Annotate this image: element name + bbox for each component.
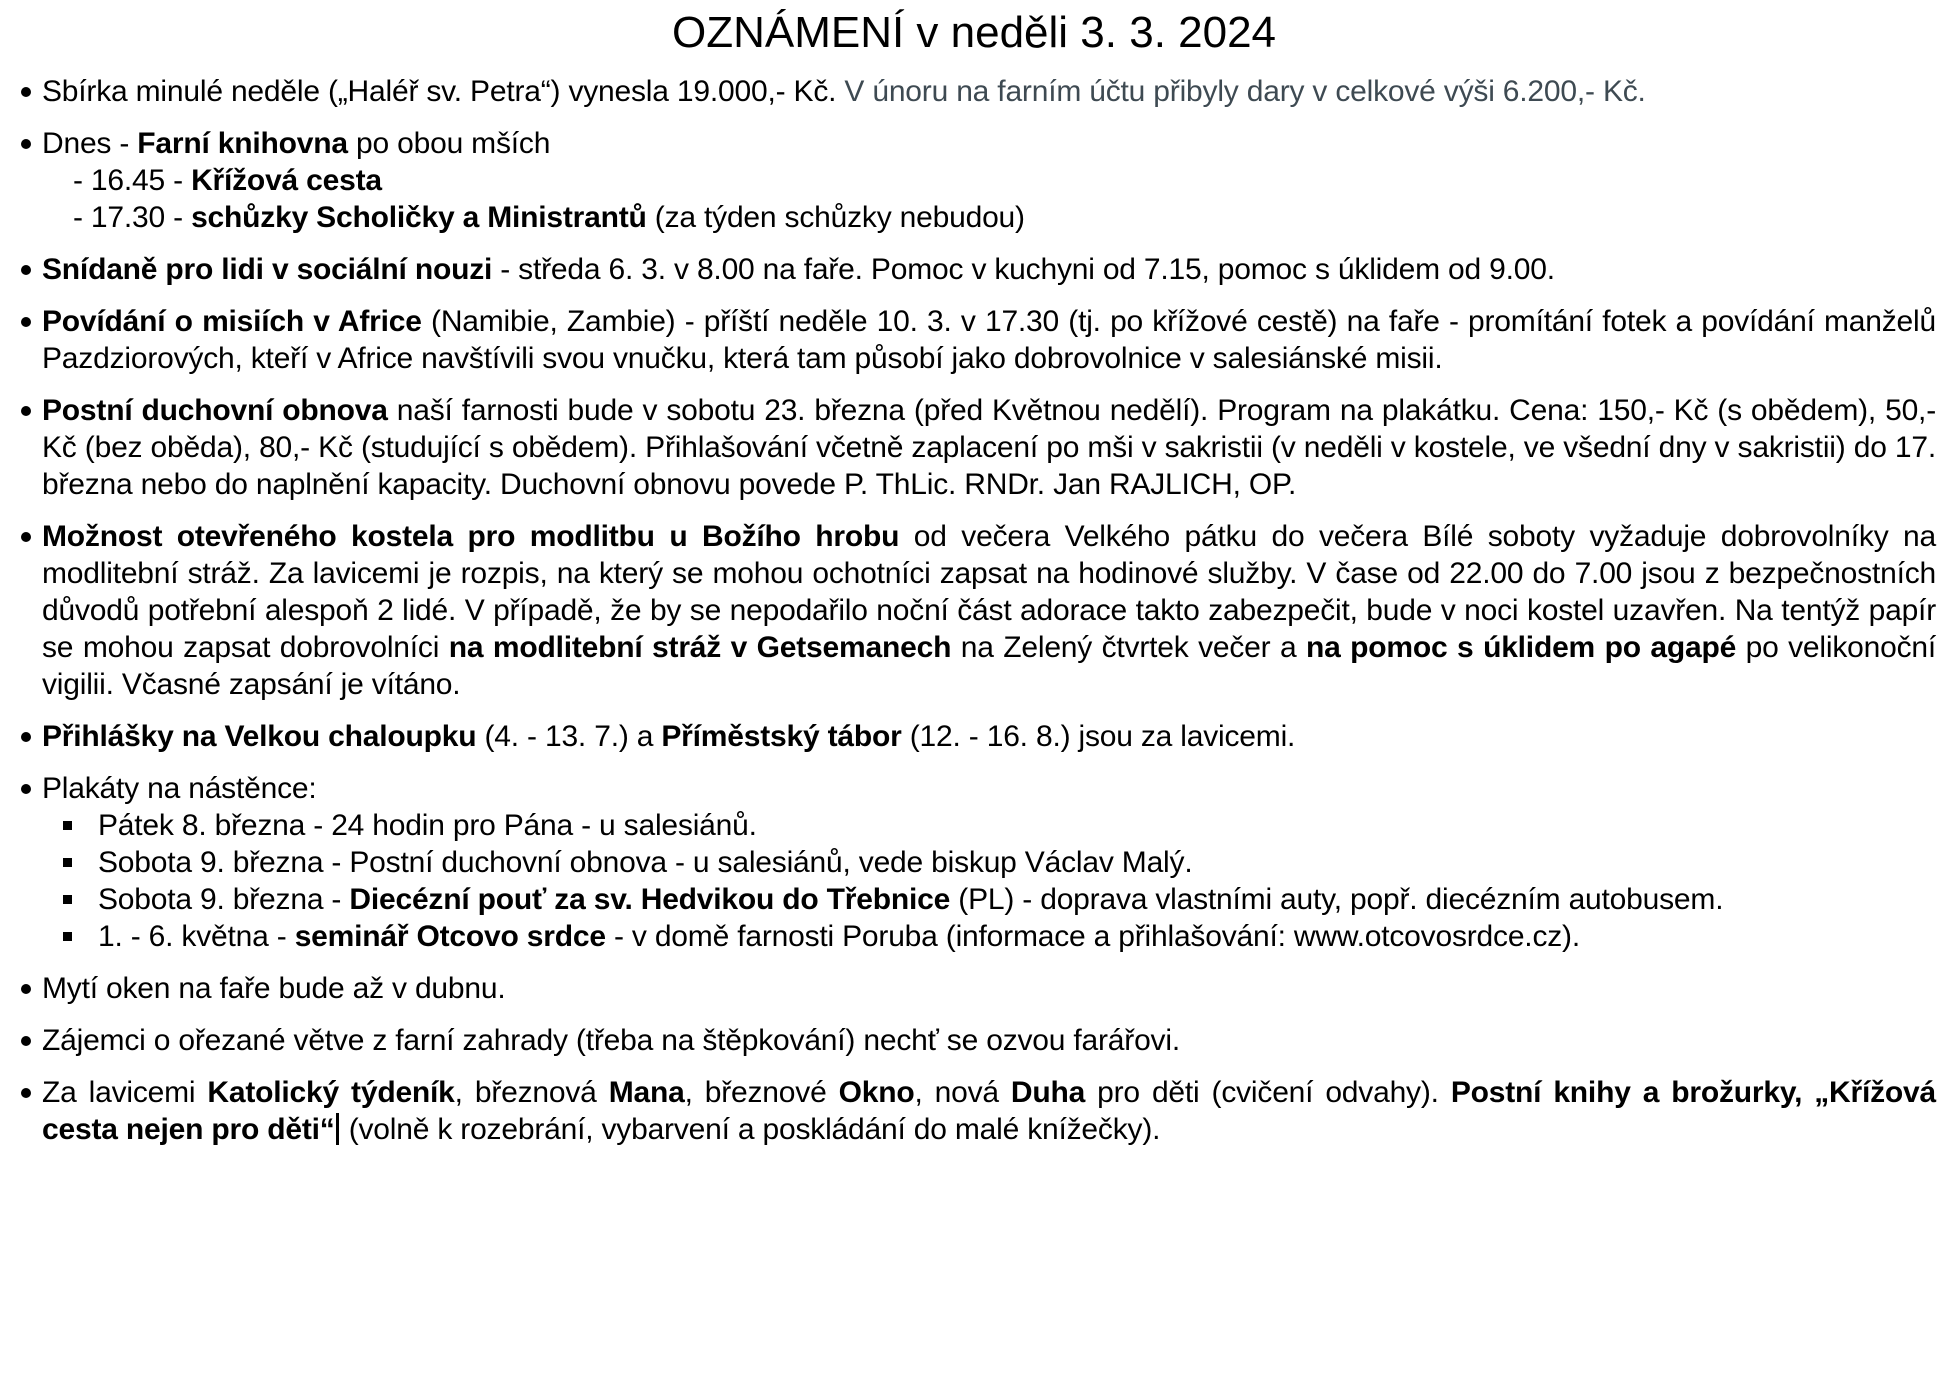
text-run: (PL) - doprava vlastními auty, popř. diecézním autobusem. xyxy=(950,882,1724,916)
bullet-icon xyxy=(12,251,42,288)
text-run: Sobota 9. března - Postní duchovní obnova - u salesiánů, vede biskup Václav Malý. xyxy=(98,845,1193,879)
list-item xyxy=(12,1074,1936,1148)
bullet-icon xyxy=(12,1022,42,1059)
item-content xyxy=(42,303,1936,377)
text-run: V únoru na farním účtu přibyly dary v celkové výši 6.200,- Kč. xyxy=(844,74,1646,108)
item-content xyxy=(42,251,1936,288)
bullet-icon xyxy=(12,518,42,703)
item-content xyxy=(42,1022,1936,1059)
bold-text: Farní knihovna xyxy=(137,126,348,160)
text-run: 1. - 6. května - xyxy=(98,919,295,953)
sub-list-item xyxy=(42,918,1936,955)
bullet-icon xyxy=(12,73,42,110)
text-run: (Namibie, Zambie) - příští neděle 10. 3. v 17.30 (tj. po křížové cestě) na faře - promítání fotek a povídání manželů Pazdziorových, kteří v Africe navštívili svou vnučku, která tam působí jako dobrovolnice v salesiánské misii. xyxy=(42,304,1936,375)
item-text xyxy=(42,518,1936,703)
bold-text: Postní knihy a brožurky, „Křížová cesta nejen pro děti“ xyxy=(42,1075,1937,1146)
list-item xyxy=(12,770,1936,955)
list-item xyxy=(12,970,1936,1007)
bold-text: Povídání o misiích v Africe xyxy=(42,304,422,338)
bold-text: Snídaně pro lidi v sociální nouzi xyxy=(42,252,493,286)
text-run: , březnová xyxy=(454,1075,609,1109)
sub-line xyxy=(42,199,1936,236)
square-bullet-icon xyxy=(60,844,98,881)
item-text xyxy=(42,1022,1936,1059)
bold-text: Okno xyxy=(838,1075,915,1109)
list-item xyxy=(12,518,1936,703)
bold-text: Duha xyxy=(1010,1075,1086,1109)
text-run: , nová xyxy=(914,1075,1011,1109)
list-item xyxy=(12,392,1936,503)
text-run: naší farnosti bude v sobotu 23. března (před Květnou nedělí). Program na plakátku. Cena: 150,- Kč (s obědem), 50,- Kč (bez oběda), 80,- Kč (studující s obědem). Přihlašování včetně zaplacení po mši v sakristii (v neděli v kostele, ve všední dny v sakristii) do 17. března nebo do naplnění kapacity. Duchovní obnovu povede P. ThLic. RNDr. Jan RAJLICH, OP. xyxy=(42,393,1936,501)
item-text xyxy=(42,970,1936,1007)
bullet-icon xyxy=(12,970,42,1007)
list-item xyxy=(12,718,1936,755)
sub-list-item xyxy=(42,881,1936,918)
square-bullet-icon xyxy=(60,807,98,844)
bullet-icon xyxy=(12,303,42,377)
item-content xyxy=(42,73,1936,110)
text-run: - 16.45 - xyxy=(73,163,192,197)
list-item xyxy=(12,303,1936,377)
item-content xyxy=(42,718,1936,755)
bold-text: Křížová cesta xyxy=(191,163,382,197)
text-run: na Zelený čtvrtek večer a xyxy=(951,630,1307,664)
bold-text: Postní duchovní obnova xyxy=(42,393,388,427)
text-run: od večera Velkého pátku do večera Bílé soboty vyžaduje dobrovolníky na modlitební stráž. Za lavicemi je rozpis, na který se mohou ochotníci zapsat na hodinové služby. V čase od 22.00 do 7.00 jsou z bezpečnostních důvodů potřební alespoň 2 lidé. V případě, že by se nepodařilo noční část adorace takto zabezpečit, bude v noci kostel uzavřen. Na tentýž papír se mohou zapsat dobrovolníci xyxy=(42,519,1936,664)
bold-text: Příměstský tábor xyxy=(661,719,902,753)
text-run: (4. - 13. 7.) a xyxy=(476,719,662,753)
square-bullet-icon xyxy=(60,918,98,955)
text-run: Za lavicemi xyxy=(42,1075,208,1109)
square-bullet-icon xyxy=(60,881,98,918)
list-item xyxy=(12,1022,1936,1059)
bold-text: schůzky Scholičky a Ministrantů xyxy=(191,200,647,234)
item-content xyxy=(42,1074,1936,1148)
bold-text: seminář Otcovo srdce xyxy=(294,919,606,953)
text-run: Mytí oken na faře bude až v dubnu. xyxy=(42,971,506,1005)
item-text xyxy=(42,303,1936,377)
text-run: Pátek 8. března - 24 hodin pro Pána - u salesiánů. xyxy=(98,808,757,842)
bullet-icon xyxy=(12,770,42,955)
list-item xyxy=(12,125,1936,236)
item-text xyxy=(42,770,1936,807)
bullet-icon xyxy=(12,718,42,755)
item-content xyxy=(42,125,1936,236)
sub-list-item xyxy=(42,844,1936,881)
item-text xyxy=(42,73,1936,110)
bold-text: Diecézní pouť za sv. Hedvikou do Třebnice xyxy=(349,882,951,916)
list-item xyxy=(12,251,1936,288)
text-run: - v domě farnosti Poruba (informace a přihlašování: www.otcovosrdce.cz). xyxy=(605,919,1580,953)
text-run: Dnes - xyxy=(42,126,138,160)
text-run: Sbírka minulé neděle („Haléř sv. Petra“) vynesla 19.000,- Kč. xyxy=(42,74,845,108)
sub-item-text xyxy=(98,881,1723,918)
item-text xyxy=(42,251,1936,288)
item-content xyxy=(42,518,1936,703)
item-content xyxy=(42,392,1936,503)
text-run: Zájemci o ořezané větve z farní zahrady (třeba na štěpkování) nechť se ozvou farářovi. xyxy=(42,1023,1180,1057)
bold-text: Možnost otevřeného kostela pro modlitbu u Božího hrobu xyxy=(42,519,900,553)
announcement-list xyxy=(12,73,1936,1148)
bullet-icon xyxy=(12,1074,42,1148)
list-item xyxy=(12,73,1936,110)
text-run: po velikonoční vigilii. Včasné zapsání je vítáno. xyxy=(42,630,1936,701)
sub-item-text xyxy=(98,918,1580,955)
bold-text: Katolický týdeník xyxy=(207,1075,455,1109)
text-run: Sobota 9. března - xyxy=(98,882,350,916)
item-content xyxy=(42,970,1936,1007)
text-run: (12. - 16. 8.) jsou za lavicemi. xyxy=(901,719,1296,753)
text-run: Plakáty na nástěnce: xyxy=(42,771,317,805)
text-run: (volně k rozebrání, vybarvení a poskládání do malé knížečky). xyxy=(340,1112,1161,1146)
bold-text: na pomoc s úklidem po agapé xyxy=(1306,630,1737,664)
sub-item-text xyxy=(98,807,757,844)
bullet-icon xyxy=(12,125,42,236)
item-text xyxy=(42,1074,1936,1148)
item-content xyxy=(42,770,1936,955)
item-text xyxy=(42,392,1936,503)
text-run: - 17.30 - xyxy=(73,200,192,234)
text-run: , březnové xyxy=(684,1075,839,1109)
text-run: pro děti (cvičení odvahy). xyxy=(1085,1075,1451,1109)
bold-text: Mana xyxy=(608,1075,685,1109)
item-text xyxy=(42,125,1936,162)
item-text xyxy=(42,718,1936,755)
sub-list-item xyxy=(42,807,1936,844)
bullet-icon xyxy=(12,392,42,503)
bold-text: na modlitební stráž v Getsemanech xyxy=(448,630,952,664)
sub-line xyxy=(42,162,1936,199)
sub-item-text xyxy=(98,844,1192,881)
text-run: (za týden schůzky nebudou) xyxy=(646,200,1025,234)
bold-text: Přihlášky na Velkou chaloupku xyxy=(42,719,477,753)
page-title: OZNÁMENÍ v neděli 3. 3. 2024 xyxy=(671,8,1277,57)
text-caret xyxy=(336,1113,339,1145)
text-run: po obou mších xyxy=(347,126,551,160)
text-run: - středa 6. 3. v 8.00 na faře. Pomoc v kuchyni od 7.15, pomoc s úklidem od 9.00. xyxy=(492,252,1555,286)
